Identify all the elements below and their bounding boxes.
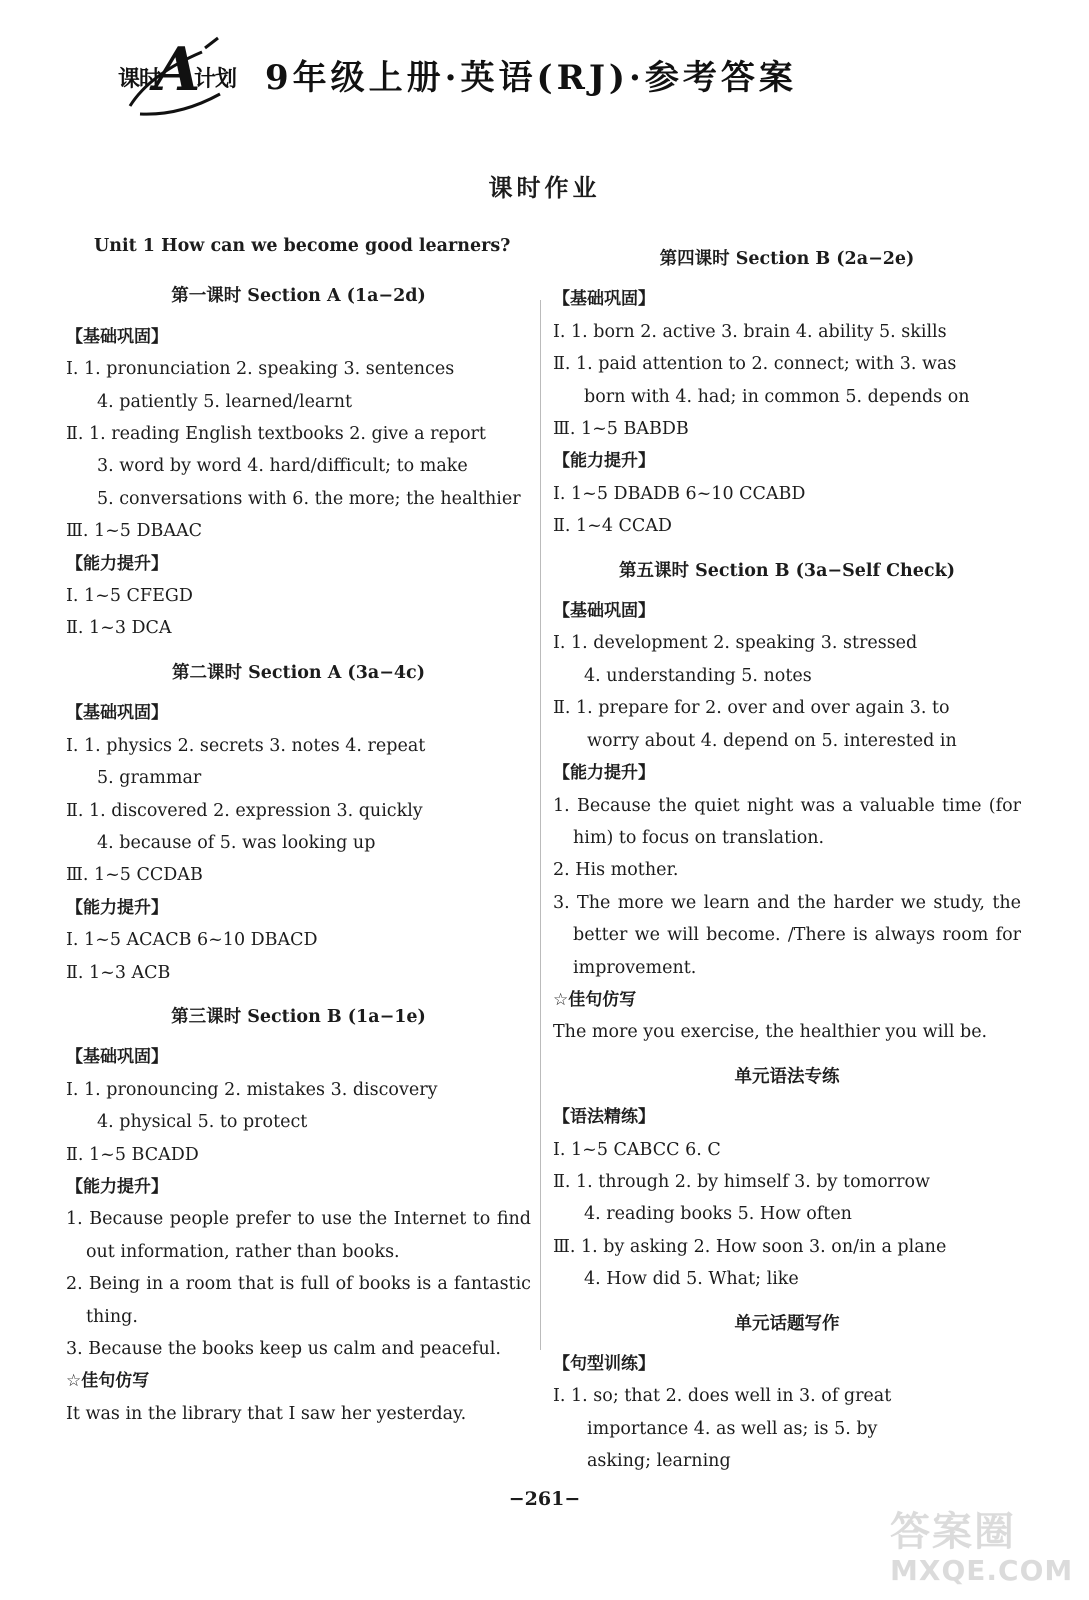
answer-line: 4. physical 5. to protect bbox=[97, 1112, 308, 1133]
answer-line: Ⅱ. 1~4 CCAD bbox=[553, 516, 672, 537]
section-heading: 第二课时 Section A (3a−4c) bbox=[172, 662, 425, 683]
brand-logo bbox=[110, 34, 250, 120]
subsection-label: 【能力提升】 bbox=[66, 897, 168, 918]
section-heading: 第四课时 Section B (2a−2e) bbox=[659, 249, 915, 269]
answer-line: importance 4. as well as; is 5. by bbox=[587, 1418, 878, 1439]
answer-line: Ⅰ. 1~5 DBADB 6~10 CCABD bbox=[553, 483, 806, 504]
answer-line: Ⅰ. 1. development 2. speaking 3. stressed bbox=[553, 633, 918, 654]
subsection-label: 【能力提升】 bbox=[553, 763, 655, 784]
answer-line: 4. understanding 5. notes bbox=[584, 665, 812, 686]
answer-line: 3. word by word 4. hard/difficult; to make bbox=[97, 456, 468, 477]
document-title: 课时作业 bbox=[488, 173, 601, 202]
answer-line: Ⅰ. 1. physics 2. secrets 3. notes 4. repeat bbox=[66, 735, 426, 756]
subsection-label: 【能力提升】 bbox=[553, 451, 655, 472]
answer-line: Ⅱ. 1. prepare for 2. over and over again 3. to bbox=[553, 698, 950, 719]
answer-line: Ⅲ. 1. by asking 2. How soon 3. on/in a plane bbox=[553, 1236, 947, 1257]
answer-paragraph: 2. Being in a room that is full of books is a fantastic thing. bbox=[66, 1274, 531, 1327]
answer-line: worry about 4. depend on 5. interested in bbox=[587, 730, 957, 751]
header-title: 9年级上册·英语(RJ)·参考答案 bbox=[265, 58, 797, 98]
subsection-label: 【基础巩固】 bbox=[66, 1047, 168, 1068]
answer-paragraph: 1. Because the quiet night was a valuable time (for him) to focus on translation. bbox=[553, 795, 1021, 848]
answer-line: Ⅲ. 1~5 CCDAB bbox=[66, 865, 203, 886]
answer-paragraph: 2. His mother. bbox=[553, 860, 679, 881]
answer-line: 5. conversations with 6. the more; the healthier bbox=[97, 488, 521, 509]
section-heading: 单元语法专练 bbox=[734, 1066, 840, 1087]
answer-line: Ⅲ. 1~5 BABDB bbox=[553, 419, 689, 440]
answer-line: Ⅰ. 1. pronunciation 2. speaking 3. sentences bbox=[66, 359, 455, 380]
answer-line: 4. How did 5. What; like bbox=[584, 1269, 799, 1290]
page-number: −261− bbox=[508, 1488, 581, 1510]
watermark-logo: 答案圈 bbox=[890, 1509, 1016, 1555]
answer-line: The more you exercise, the healthier you will be. bbox=[553, 1022, 988, 1043]
unit-heading: Unit 1 How can we become good learners? bbox=[94, 236, 511, 256]
answer-line: Ⅰ. 1~5 ACACB 6~10 DBACD bbox=[66, 930, 318, 951]
subsection-label: 【基础巩固】 bbox=[553, 289, 655, 310]
logo-text-right: 计划 bbox=[194, 67, 237, 92]
answer-line: asking; learning bbox=[587, 1451, 731, 1472]
logo-text-left: 课时 bbox=[118, 67, 161, 92]
answer-paragraph: 3. Because the books keep us calm and peaceful. bbox=[66, 1339, 501, 1359]
subsection-label: 【语法精练】 bbox=[553, 1107, 655, 1128]
answer-line: Ⅰ. 1. pronouncing 2. mistakes 3. discovery bbox=[66, 1079, 438, 1100]
answer-line: It was in the library that I saw her yesterday. bbox=[66, 1403, 467, 1424]
answer-line: Ⅱ. 1~3 DCA bbox=[66, 618, 172, 639]
subsection-label: 【基础巩固】 bbox=[553, 601, 655, 622]
answer-line: Ⅱ. 1~3 ACB bbox=[66, 962, 171, 983]
section-heading: 第一课时 Section A (1a−2d) bbox=[171, 286, 426, 307]
subsection-label: 【能力提升】 bbox=[66, 1176, 168, 1197]
star-heading: ☆佳句仿写 bbox=[66, 1371, 150, 1392]
answer-paragraph: 1. Because people prefer to use the Internet to find out information, rather than books. bbox=[66, 1209, 531, 1262]
page-header bbox=[100, 28, 1000, 128]
answer-paragraph: 3. The more we learn and the harder we study, the better we will become. /There is always room for improvement. bbox=[553, 892, 1021, 978]
answer-line: Ⅱ. 1. discovered 2. expression 3. quickly bbox=[66, 800, 423, 821]
answer-line: 5. grammar bbox=[97, 768, 202, 789]
section-heading: 第三课时 Section B (1a−1e) bbox=[171, 1006, 426, 1027]
logo-letter-a: A bbox=[154, 35, 201, 105]
answer-line: Ⅱ. 1. through 2. by himself 3. by tomorrow bbox=[553, 1171, 930, 1192]
left-column bbox=[66, 230, 531, 1430]
answer-line: 4. patiently 5. learned/learnt bbox=[97, 391, 353, 412]
answer-line: 4. because of 5. was looking up bbox=[97, 832, 376, 853]
subsection-label: 【基础巩固】 bbox=[66, 326, 168, 347]
watermark bbox=[880, 1500, 1074, 1595]
star-heading: ☆佳句仿写 bbox=[553, 989, 637, 1010]
section-heading: 第五课时 Section B (3a−Self Check) bbox=[619, 560, 955, 581]
answer-line: Ⅲ. 1~5 DBAAC bbox=[66, 521, 203, 542]
answer-line: Ⅱ. 1. reading English textbooks 2. give a report bbox=[66, 424, 486, 445]
answer-line: born with 4. had; in common 5. depends on bbox=[584, 386, 970, 407]
answer-line: Ⅰ. 1. so; that 2. does well in 3. of great bbox=[553, 1386, 892, 1407]
answer-line: Ⅰ. 1~5 CFEGD bbox=[66, 586, 193, 607]
right-column bbox=[553, 243, 1021, 1478]
subsection-label: 【句型训练】 bbox=[553, 1354, 655, 1374]
section-heading: 单元话题写作 bbox=[734, 1313, 840, 1334]
answer-line: 4. reading books 5. How often bbox=[584, 1204, 852, 1225]
answer-line: Ⅰ. 1~5 CABCC 6. C bbox=[553, 1139, 721, 1160]
answer-line: Ⅰ. 1. born 2. active 3. brain 4. ability 5. skills bbox=[553, 321, 947, 342]
answer-line: Ⅱ. 1~5 BCADD bbox=[66, 1144, 199, 1165]
answer-line: Ⅱ. 1. paid attention to 2. connect; with 3. was bbox=[553, 354, 957, 375]
watermark-url: MXQE.COM bbox=[890, 1554, 1074, 1587]
subsection-label: 【基础巩固】 bbox=[66, 703, 168, 724]
subsection-label: 【能力提升】 bbox=[66, 553, 168, 574]
column-divider bbox=[540, 300, 541, 1350]
